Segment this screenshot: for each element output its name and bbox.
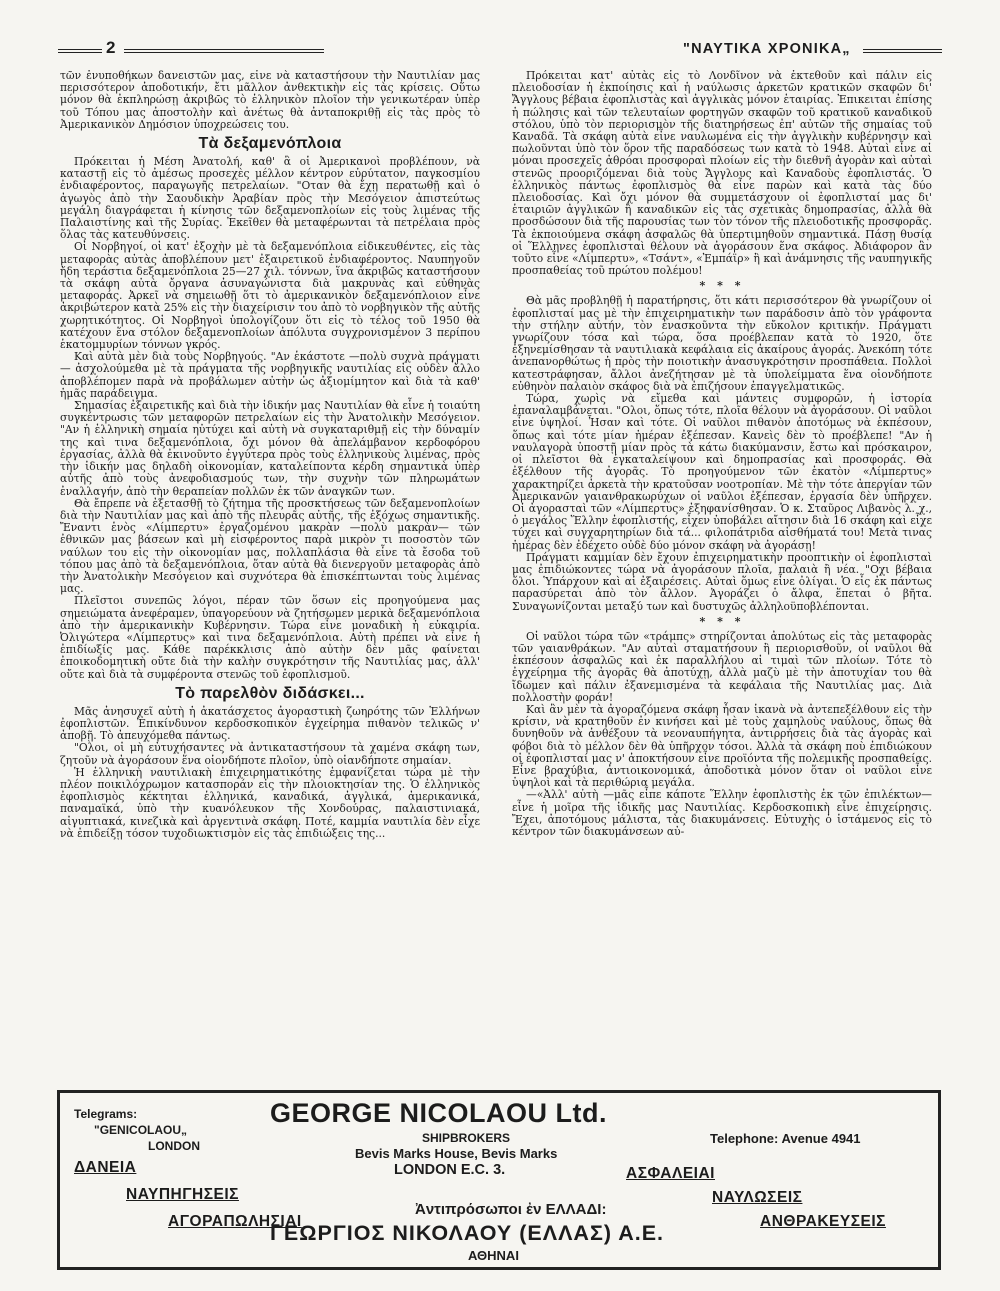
section-separator: * * * bbox=[699, 279, 745, 293]
greek-company-city: ΑΘΗΝΑΙ bbox=[468, 1248, 519, 1263]
service-insurance: ΑΣΦΑΛΕΙΑΙ bbox=[626, 1165, 715, 1182]
article-paragraph: —«Ἀλλ' αὐτὴ —μᾶς εἶπε κάποτε Ἕλλην ἐφοπλιστὴς ἐκ τῶν ἐπιλέκτων— εἶνε ἡ μοῖρα τῆς ἰδικῆς μας Ναυτιλίας. Κερδοσκοπικὴ εἶνε ἐπιχείρησις. Ἔχει, ἀποτόμους μάλιστα, τὰς διακυμάνσεις. Εὐτυχὴς ὁ ἱστάμενος εἰς τὸ κέντρον τῶν διακυμάνσεων αὐ- bbox=[512, 788, 932, 838]
page-number: 2 bbox=[106, 38, 116, 57]
article-paragraph: Οἱ ναῦλοι τώρα τῶν «τράμπς» στηρίζονται ἀπολύτως εἰς τὰς μεταφορὰς τῶν γαιανθράκων. "Αν αὐταὶ σταματήσουν ἢ περιορισθοῦν, οἱ ναῦλοι θὰ ἐκπέσουν ἀσφαλῶς καὶ ἐκ παραλλήλου αἱ τιμαὶ τῶν πλοίων. Τότε τὸ ἐγχείρημα τῆς ἀγορᾶς θὰ ἀποτύχῃ, ἀλλὰ μαζὺ μὲ τὴν ἀποτυχίαν του θὰ ἴδωμεν καὶ πάλιν ἐξανεμισμένα τὰ κεφάλαια τῆς Ναυτιλίας μας. Διὰ πολλοστὴν φοράν! bbox=[512, 629, 932, 704]
service-sales-purchases: ΑΓΟΡΑΠΩΛΗΣΙΑΙ bbox=[168, 1213, 302, 1230]
article-paragraph: Μᾶς ἀνησυχεῖ αὐτὴ ἡ ἀκατάσχετος ἀγοραστικὴ ζωηρότης τῶν Ἑλλήνων ἐφοπλιστῶν. Ἐπικίνδυνον κερδοσκοπικὸν ἐγχείρημα πιθανὸν τελικῶς ν' ἀποβῇ. Τὸ ἀπευχόμεθα πάντως. bbox=[60, 704, 480, 743]
company-address: Bevis Marks House, Bevis Marks bbox=[355, 1146, 558, 1161]
header-rule bbox=[124, 49, 324, 53]
header-rule bbox=[58, 49, 102, 53]
greek-company-name: ΓΕΩΡΓΙΟΣ ΝΙΚΟΛΑΟΥ (ΕΛΛΑΣ) Α.Ε. bbox=[270, 1221, 665, 1245]
header-rule bbox=[863, 49, 942, 53]
article-paragraph: Σημασίας ἐξαιρετικῆς καὶ διὰ τὴν ἰδικήν μας Ναυτιλίαν θὰ εἶνε ἡ τοιαύτη συγκέντρωσις τῶν μεταφορῶν πετρελαίων εἰς τὴν Ἀνατολικὴν Μεσόγειον. "Αν ἡ ἑλληνικὴ σημαία ηὐτύχει καὶ αὐτὴ νὰ συγκαταριθμῇ εἰς τὴν δύναμίν της καὶ τινα δεξαμενόπλοια, ὄχι μόνον θὰ ἀπελάμβανον κερδοφόρου ἐργασίας, ἀλλὰ θὰ ἐκινοῦντο ἐγγύτερα πρὸς τοὺς ἑλληνικοὺς λιμένας, πρὸς τὴν ἰδικήν μας δηλαδὴ οἰκονομίαν, καταλείποντα κέρδη σημαντικὰ ὑπὲρ αὐτῆς ἀπὸ τοὺς ἀνεφοδιασμούς των, τὴν συχνὴν τῶν πληρωμάτων ἐναλλαγήν, ἀπὸ τὴν θεραπείαν πολλῶν ἐκ τῶν ἀναγκῶν των. bbox=[60, 399, 480, 498]
company-city: LONDON E.C. 3. bbox=[394, 1162, 506, 1178]
article-paragraph: Ἡ ἑλληνικὴ ναυτιλιακὴ ἐπιχειρηματικότης ἐμφανίζεται τώρα μὲ τὴν πλέον ποικιλόχρωμον κατασποράν εἰς τὴν πλοιοκτησίαν της. Ὁ ἑλληνικὸς ἐφοπλισμὸς κέκτηται ἑλληνικά, καναδικά, ἀγγλικά, ἀμερικανικά, παναμαϊκά, ὑπὸ τὴν κυανόλευκον τῆς Χονδούρας, παλαιστινιακά, αἰγυπτιακά, κινεζικὰ καὶ ἀργεντινὰ σκάφη. Ποτέ, καμμία ναυτιλία δὲν εἶχε νὰ ἐπιδείξῃ τόσον τυχοδιωκτισμὸν εἰς τὰς ἐπιδιώξεις της... bbox=[60, 765, 480, 840]
telegrams-city: LONDON bbox=[148, 1139, 200, 1153]
service-loans: ΔΑΝΕΙΑ bbox=[74, 1159, 137, 1176]
left-column bbox=[60, 70, 480, 1082]
service-shipbuilding: ΝΑΥΠΗΓΗΣΕΙΣ bbox=[126, 1186, 239, 1203]
article-paragraph: Θὰ ἔπρεπε νὰ ἐξετασθῇ τὸ ζήτημα τῆς προσκτήσεως τῶν δεξαμενοπλοίων διὰ τὴν Ναυτιλίαν μας καὶ ἀπὸ τῆς πλευρᾶς αὐτῆς, τῆς ἐξόχως σημαντικῆς. Ἔναντι ἑνὸς «Λίμπερτυ» ἐργαζομένου μακρὰν —πολὺ μακρὰν— τῶν ἐθνικῶν μας βάσεων καὶ μὴ εἰσφέροντος παρὰ μικρὸν τι ποσοστὸν τῶν ναύλων του εἰς τὴν οἰκονομίαν μας, πολλαπλάσια θὰ εἶνε τὰ ἔσοδα τοῦ τόπου μας ἀπὸ τὰ δεξαμενόπλοια, ὅταν αὐτὰ θὰ διενεργοῦν μεταφορὰς ἀπὸ τὴν Ἀνατολικὴν Μεσόγειον καὶ συχνότερα θὰ ἐπισκέπτωνται τοὺς λιμένας μας. bbox=[60, 496, 480, 596]
telegrams-address: "GENICOLAOU„ bbox=[94, 1123, 188, 1137]
article-paragraph: τῶν ἐνυποθήκων δανειστῶν μας, εἶνε νὰ καταστήσουν τὴν Ναυτιλίαν μας περισσότερον ἀποδοτικήν, ἔτι μᾶλλον ἀνθεκτικὴν εἰς τὰς κρίσεις. Οὕτω μόνον θὰ ἐκπληρώσῃ ἀκριβῶς τὸ ἑλληνικὸν πλοῖον τὴν γενικωτέραν ὑπὲρ τοῦ Τόπου μας ἀποστολὴν καὶ ἀνέτως θὰ ἀνταποκριθῇ εἰς τὰς πρὸς τὸ Ἀμερικανικὸν Δημόσιον ὑποχρεώσεις του. bbox=[60, 70, 480, 131]
publication-title: "ΝΑΥΤΙΚΑ ΧΡΟΝΙΚΑ„ bbox=[683, 41, 851, 57]
service-chartering: ΝΑΥΛΩΣΕΙΣ bbox=[712, 1189, 803, 1206]
telegrams-label: Telegrams: bbox=[74, 1107, 138, 1121]
right-column bbox=[512, 70, 932, 1082]
article-paragraph: Πρόκειται κατ' αὐτὰς εἰς τὸ Λονδῖνον νὰ ἐκτεθοῦν καὶ πάλιν εἰς πλειοδοσίαν ἡ ἐκποίησις καὶ ἡ ναύλωσις ἀρκετῶν κρατικῶν σκαφῶν δι' Ἄγγλους βέβαια ἐφοπλιστὰς καὶ ἀγγλικὰς μόνον ἑταιρίας. Ἐπικειται ἐπίσης ἡ πώλησις καὶ τῶν τελευταίων φορτηγῶν σκαφῶν τοῦ κρατικοῦ καναδικοῦ στόλου, ὑπὸ τὸν περιορισμὸν τῆς διατηρήσεως ἐπ' αὐτῶν τῆς σημαίας τοῦ Καναδᾶ. Τὰ σκάφη αὐτὰ εἶνε ναυλωμένα εἰς τὴν ἀγγλικὴν κυβέρνησιν καὶ πωλοῦνται ὑπὸ τὸν ὅρον τῆς παραδόσεως των κατὰ τὸ 1948. Αὐταὶ εἶνε αἱ μόναι προσεχεῖς ἀθρόαι προσφοραὶ πλοίων εἰς τὴν διεθνῆ ἀγορὰν καὶ αὐταὶ στενῶς προοριζόμεναι διὰ τοὺς Ἄγγλους καὶ Καναδοὺς ἐφοπλιστάς. Ὁ ἑλληνικὸς πάντως ἐφοπλισμὸς θὰ εἶνε παρὼν καὶ κατὰ τὰς δύο πλειοδοσίας. Καὶ ὄχι μόνον θὰ συμμετάσχουν οἱ ἐφοπλισταί μας δι' ἑταιριῶν ἀγγλικῶν ἢ καναδικῶν εἰς τὰς σχετικὰς δημοπρασίας, ἀλλὰ θὰ προσδώσουν διὰ τῆς παρουσίας των τὸν τόνον τῆς πλειοδοτικῆς προσφορᾶς. Τὰ ἐκποιούμενα σκάφη ἀσφαλῶς θὰ ὑπερτιμηθοῦν σημαντικά. Πάσῃ θυσίᾳ οἱ Ἕλληνες ἐφοπλισταὶ θέλουν νὰ ἀγοράσουν ἕνα σκάφος. Ἀδιάφορον ἂν τοῦτο εἶνε «Λίμπερτυ», «Τσάντ», «Ἐμπάϊρ» ἢ καὶ ἀνάμνησις τῆς ναυπηγικῆς προσπαθείας τοῦ πρώτου πολέμου! bbox=[512, 70, 932, 278]
article-paragraph: Καὶ ἂν μὲν τὰ ἀγοραζόμενα σκάφη ἦσαν ἱκανὰ νὰ ἀντεπεξέλθουν εἰς τὴν κρίσιν, νὰ κρατηθοῦν ἐν κινήσει καὶ μὲ τοὺς χαμηλοὺς ναύλους, ὅπως θὰ δυνηθοῦν νὰ ἀνθέξουν τὰ νεοναυπήγητα, ἀντιρρήσεις διὰ τὰς ἀγορὰς καὶ φόβοι διὰ τὸ μέλλον δὲν θὰ ὑπῆρχον τόσοι. Ἀλλὰ τὰ σκάφη ποὺ ἐπιδιώκουν οἱ ἐφοπλισταί μας ν' ἀποκτήσουν εἶνε προϊόντα τῆς πολεμικῆς προσπαθείας. Εἶνε βραχύβια, ἀντιοικονομικά, ἀποδοτικὰ μόνον ὅταν οἱ ναῦλοι εἶνε ὑψηλοὶ καὶ τὰ περιθώρια μεγάλα. bbox=[512, 702, 932, 790]
article-paragraph: Καὶ αὐτὰ μὲν διὰ τοὺς Νορβηγούς. "Αν ἑκάστοτε —πολὺ συχνὰ πράγματι— ἀσχολούμεθα μὲ τὰ πράγματα τῆς νορβηγικῆς ναυτιλίας εἰς οὐδὲν ἄλλο ἀποβλέπομεν παρὰ νὰ προβάλωμεν αὐτὴν ὡς ἀξιομίμητον καὶ διὰ τὰ καθ' ἡμᾶς παράδειγμα. bbox=[60, 350, 480, 400]
advertisement-box bbox=[57, 1090, 941, 1270]
article-paragraph: "Ολοι, οἱ μὴ εὐτυχήσαντες νὰ ἀντικαταστήσουν τὰ χαμένα σκάφη των, ζητοῦν νὰ ἀγοράσουν ἕνα οἱονδήποτε πλοῖον, ὑπὸ οἱανδήποτε σημαίαν. bbox=[60, 741, 480, 767]
shipbrokers-label: SHIPBROKERS bbox=[422, 1131, 511, 1145]
article-paragraph: Τώρα, χωρὶς νὰ εἴμεθα καὶ μάντεις συμφορῶν, ἡ ἱστορία ἐπαναλαμβάνεται. "Ολοι, ὅπως τότε, πλοῖα θέλουν νὰ ἀγοράσουν. Οἱ ναῦλοι εἶνε ὑψηλοί. Ἦσαν καὶ τότε. Οἱ ναῦλοι πιθανὸν ἀποτόμως νὰ ἐκπέσουν, ὅπως καὶ τότε μίαν ἡμέραν ἐξέπεσαν. Κανεὶς δὲν τὸ προέβλεπε! "Αν ἡ ναυλαγορὰ ὑποστῇ μίαν πρὸς τὰ κάτω διακύμανσιν, ἔστω καὶ πρόσκαιρον, οἱ πλεῖστοι θὰ ἐγκαταλείψουν καὶ δημοπρασίας καὶ προσφοράς. Θὰ ἐξέλθουν τῆς ἀγορᾶς. Τὸ προηγούμενον τῶν ἑκατὸν «Λίμπερτυς» χαρακτηρίζει ἀρκετὰ τὴν κρατοῦσαν νοοτροπίαν. Μὲ τὴν τότε ἀπεργίαν τῶν Ἀμερικανῶν γαιανθρακωρύχων οἱ ναῦλοι ἐξέπεσαν, ἐργασία δὲν ὑπῆρχεν. Οἱ ἀγορασταὶ τῶν «Λίμπερτυς» ἐξηφανίσθησαν. Ὁ κ. Σταῦρος Λιβανὸς λ. χ., ὁ μεγάλος Ἕλλην ἐφοπλιστής, εἶχεν ὑποβάλει αἴτησιν διὰ 16 σκάφη καὶ εἶχε τύχει καὶ συγχαρητηρίων διὰ τά... φιλοπάτριδα αἰσθήματά του! Μετὰ τινας ἡμέρας δὲν ἐδέχετο οὐδὲ δύο μόνον σκάφη νὰ ἀγοράσῃ! bbox=[512, 392, 932, 552]
article-paragraph: Θὰ μᾶς προβληθῇ ἡ παρατήρησις, ὅτι κάτι περισσότερον θὰ γνωρίζουν οἱ ἐφοπλισταί μας μὲ τὴν ἐπιχειρηματικὴν των παράδοσιν ἀπὸ τὸν γράφοντα τὴν στήλην αὐτήν, τὸν ἐνασκοῦντα τὴν εὔκολον κριτικήν. Πράγματι γνωρίζουν τόσα καὶ τώρα, ὅσα προέβλεπαν κατὰ τὸ 1920, ὅτε ἐξηνεμίσθησαν τὰ ναυτιλιακὰ κεφάλαια εἰς ἀκαίρους ἀγοράς. Ἀνεκόπη τότε ἀνεπανορθώτως ἡ πρὸς τὴν ποιοτικὴν ἀνασυγκρότησιν προσπάθεια. Πολλοὶ κατεστράφησαν, ἄλλοι ἀνεζήτησαν μὲ τὰ ὑπολείμματα ἕνα οἱονδήποτε εὐθηνὸν παλαιὸν σκάφος διὰ νὰ ἐπιζήσουν ἐπαγγελματικῶς. bbox=[512, 294, 932, 393]
article-paragraph: Οἱ Νορβηγοί, οἱ κατ' ἐξοχὴν μὲ τὰ δεξαμενόπλοια εἰδικευθέντες, εἰς τὰς μεταφορὰς αὐτὰς ἀποβλέπουν μετ' ἐξαιρετικοῦ ἐνδιαφέροντος. Ναυπηγοῦν ἤδη τεράστια δεξαμενόπλοια 25—27 χιλ. τόννων, ἵνα ἀκριβῶς καταστήσουν τὰ σκάφη αὐτὰ ὄργανα ἀσυναγώνιστα διὰ μακρυνὰς καὶ εὐθηνὰς μεταφοράς. Ἀρκεῖ νὰ σημειωθῇ ὅτι τὸ ἀμερικανικὸν δεξαμενόπλοιον εἶνε ἀκριβώτερον κατὰ 25% εἰς τὴν διαχείρισιν του ἀπὸ τὸ νορβηγικὸν τῆς αὐτῆς χωρητικότητος. Οἱ Νορβηγοὶ ὑπολογίζουν ὅτι εἰς τὸ τέλος τοῦ 1950 θὰ κατέχουν ἕνα στόλον δεξαμενοπλοίων ἀπόλυτα συγχρονισμένον 3 περίπου ἑκατομμυρίων τόννων γκρός. bbox=[60, 240, 480, 352]
representatives-label: Ἀντιπρόσωποι ἐν ΕΛΛΑΔΙ: bbox=[415, 1201, 607, 1218]
section-separator: * * * bbox=[699, 614, 745, 628]
telephone: Telephone: Avenue 4941 bbox=[710, 1131, 861, 1146]
section-heading: Τὰ δεξαμενόπλοια bbox=[198, 135, 342, 153]
page-header bbox=[58, 40, 942, 62]
service-bunkering: ΑΝΘΡΑΚΕΥΣΕΙΣ bbox=[760, 1213, 886, 1230]
article-paragraph: Πράγματι καμμίαν δὲν ἔχουν ἐπιχειρηματικὴν προοπτικὴν οἱ ἐφοπλισταὶ μας ἐπιδιώκοντες τώρα νὰ ἀγοράσουν πλοῖα, παλαιὰ ἢ νέα. "Οχι βέβαια ὅλοι. Ὑπάρχουν καὶ αἱ ἐξαιρέσεις. Αὐταὶ ὅμως εἶνε ὀλίγαι. Ὁ εἷς ἐκ πάντως παρασύρεται ἀπὸ τὸν ἄλλον. Ἀγοράζει ὁ ἄλφα, ἕπεται ὁ βῆτα. Συναγωνίζονται μεταξύ των καὶ δυστυχῶς ἀλληλοϋποβλέπονται. bbox=[512, 550, 932, 613]
section-heading: Τὸ παρελθὸν διδάσκει... bbox=[175, 684, 365, 702]
article-paragraph: Πλεῖστοι συνεπῶς λόγοι, πέραν τῶν ὅσων εἰς προηγούμενα μας σημειώματα ἀνεφέραμεν, ὑπαγορεύουν νὰ ζητήσωμεν μερικὰ δεξαμενόπλοια ἀπὸ τὴν ἀμερικανικὴν Κυβέρνησιν. Τώρα εἶνε μοναδικὴ ἡ εὐκαιρία. Ὀλιγώτερα «Λίμπερτυς» καὶ τινα δεξαμενόπλοια. Αὐτὴ πρέπει νὰ εἶνε ἡ ἐπιδίωξίς μας. Κάθε παρέκκλισις ἀπὸ αὐτὴν δὲν μᾶς φαίνεται ἐποικοδομητικὴ οὔτε διὰ τὴν καλὴν συγκρότησιν τῆς Ναυτιλίας μας, ἀλλ' οὔτε καὶ διὰ τὰ συμφέροντα στενῶς τοῦ ἐφοπλισμοῦ. bbox=[60, 594, 480, 681]
company-name: GEORGE NICOLAOU Ltd. bbox=[270, 1098, 607, 1128]
article-paragraph: Πρόκειται ἡ Μέση Ἀνατολή, καθ' ἃ οἱ Ἀμερικανοὶ προβλέπουν, νὰ καταστῇ εἰς τὸ ἀμέσως προσεχὲς μέλλον κέντρον εὐρύτατον, παγκοσμίου ἐνδιαφέροντος, παραγωγῆς πετρελαίων. "Οταν θὰ ἔχῃ περατωθῇ καὶ ὁ ἀγωγὸς ἀπὸ τὴν Σαουδικὴν Ἀραβίαν πρὸς τὴν Μεσόγειον ἀπιστεύτως μεγάλη διαγράφεται ἡ κίνησις τῶν δεξαμενοπλοίων εἰς τοὺς λιμένας τῆς Παλαιστίνης καὶ τῆς Συρίας. Ἐκεῖθεν θὰ μεταφέρωνται τὰ πετρέλαια πρὸς ὅλας τὰς κατευθύνσεις. bbox=[60, 155, 480, 242]
